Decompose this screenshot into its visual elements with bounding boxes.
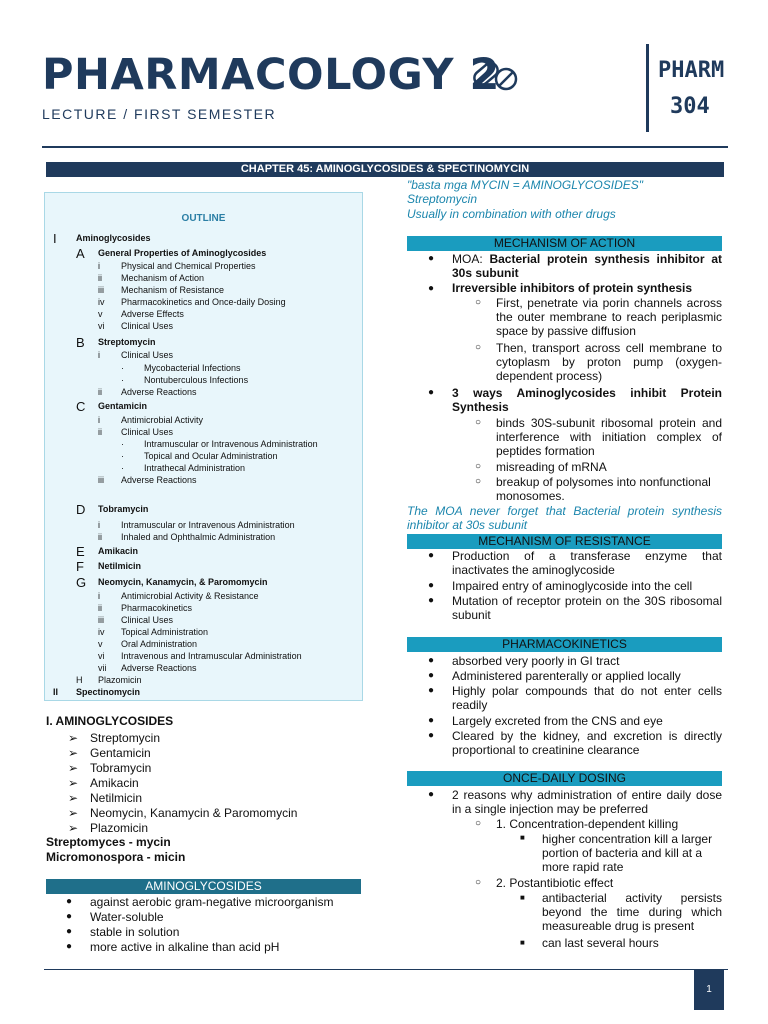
list-item: against aerobic gram-negative microorganism [90,895,334,909]
odd-reason-1: 1. Concentration-dependent killing [496,817,679,831]
circle-bullet: ○ [475,342,482,353]
bullet: ● [428,715,435,726]
outline-entry: General Properties of Aminoglycosides [98,248,267,258]
drug-item: Plazomicin [90,821,149,835]
note-combination: Usually in combination with other drugs [407,207,616,221]
outline-number: iii [98,285,104,295]
note-streptomycin: Streptomycin [407,192,478,206]
outline-entry: Inhaled and Ophthalmic Administration [121,532,276,542]
outline-number: D [76,502,86,517]
list-item: Highly polar compounds that do not enter cells readily [452,684,722,712]
outline-entry: Intrathecal Administration [144,463,246,473]
moa-point-3: 3 ways Aminoglycosides inhibit Protein Synthesis [452,386,722,414]
list-item: Largely excreted from the CNS and eye [452,714,663,728]
circle-bullet: ○ [475,476,482,487]
outline-entry: Tobramycin [98,504,149,514]
page-number: 1 [694,970,724,1010]
outline-entry: Oral Administration [121,639,198,649]
outline-entry: Adverse Reactions [121,475,197,485]
outline-entry: Gentamicin [98,401,148,411]
bullet: ● [428,655,435,666]
outline-entry: Plazomicin [98,675,142,685]
outline-number: ii [98,427,102,437]
moa-note: The MOA never forget that Bacterial protein synthesis inhibitor at 30s subunit [407,504,722,532]
outline-entry: Pharmacokinetics [121,603,193,613]
outline-number: ii [98,603,102,613]
outline-entry: Clinical Uses [121,615,174,625]
arrow-bullet-icon: ➢ [68,791,79,805]
odd-reason-2-detail: antibacterial activity persists beyond the time during which measureable drug is present [542,891,722,933]
outline-number: C [76,399,86,414]
outline-number: ii [98,532,102,542]
outline-entry: Netilmicin [98,561,142,571]
circle-bullet: ○ [475,461,482,472]
odd-reason-2: 2. Postantibiotic effect [496,876,614,890]
source-micromonospora: Micromonospora - micin [46,850,186,864]
circle-bullet: ○ [475,417,482,428]
outline-entry: Pharmacokinetics and Once-daily Dosing [121,297,286,307]
list-item: stable in solution [90,925,180,939]
arrow-bullet-icon: ➢ [68,806,79,820]
outline-number: · [121,439,124,449]
drug-item: Gentamicin [90,746,151,760]
section-heading: I. AMINOGLYCOSIDES [46,714,174,728]
circle-bullet: ○ [475,818,482,829]
outline-number: A [76,246,85,261]
outline-entry: Intravenous and Intramuscular Administration [121,651,302,661]
outline-entry: Amikacin [98,546,139,556]
moa-sub-1: First, penetrate via porin channels across the outer membrane to reach periplasmic space by passive diffusion [496,296,722,338]
outline-entry: Intramuscular or Intravenous Administration [144,439,318,449]
moa-point-2: Irreversible inhibitors of protein synthesis [452,281,693,295]
outline-number: · [121,451,124,461]
moa-point-1: MOA: Bacterial protein synthesis inhibitor at 30s subunit [452,252,722,280]
outline-number: vi [98,321,105,331]
footer-rule [44,969,728,970]
drug-item: Tobramycin [90,761,152,775]
square-bullet: ■ [520,833,525,842]
bullet: ● [428,730,435,741]
outline-number: iii [98,475,104,485]
outline-entry: Mechanism of Resistance [121,285,225,295]
bullet: ● [428,550,435,561]
outline-number: i [98,350,100,360]
outline-number: F [76,559,84,574]
outline-entry: Adverse Reactions [121,663,197,673]
moa3-sub-3: breakup of polysomes into nonfunctional monosomes. [496,475,711,503]
bullet: ● [428,595,435,606]
outline-entry: Streptomycin [98,337,156,347]
outline-entry: Clinical Uses [121,321,174,331]
outline-number: B [76,335,85,350]
outline-number: · [121,463,124,473]
drug-item: Neomycin, Kanamycin & Paromomycin [90,806,298,820]
bullet: ● [428,253,435,264]
list-item: Water-soluble [90,910,164,924]
outline-number: iii [98,615,104,625]
odd-bar: ONCE-DAILY DOSING [407,771,722,786]
note-mycin: "basta mga MYCIN = AMINOGLYCOSIDES" [407,178,644,192]
bullet: ● [428,789,435,800]
outline-entry: Aminoglycosides [76,233,151,243]
outline-number: vii [98,663,107,673]
moa3-sub-2: misreading of mRNA [496,460,607,474]
outline-entry: Clinical Uses [121,350,174,360]
header-divider [646,44,649,132]
odd-reason-2-duration: can last several hours [542,936,659,950]
outline-box [44,192,363,701]
list-item: absorbed very poorly in GI tract [452,654,620,668]
outline-entry: Adverse Reactions [121,387,197,397]
outline-entry: Neomycin, Kanamycin, & Paromomycin [98,577,268,587]
outline-number: v [98,639,103,649]
outline-number: i [98,261,100,271]
capsule-icon [470,55,520,95]
outline-number: i [98,520,100,530]
bullet: ● [428,283,435,294]
outline-heading: OUTLINE [181,213,226,224]
outline-entry: Spectinomycin [76,687,141,697]
drug-item: Streptomycin [90,731,161,745]
list-item: more active in alkaline than acid pH [90,940,280,954]
outline-number: I [53,231,57,246]
outline-entry: Topical Administration [121,627,209,637]
outline-entry: Nontuberculous Infections [144,375,249,385]
outline-number: i [98,591,100,601]
bullet: ● [428,580,435,591]
outline-entry: Antimicrobial Activity & Resistance [121,591,259,601]
outline-number: H [76,675,83,685]
bullet: ● [66,896,73,907]
outline-number: iv [98,297,105,307]
odd-point-1: 2 reasons why administration of entire daily dose in a single injection may be preferred [452,788,722,816]
source-streptomyces: Streptomyces - mycin [46,835,171,849]
bullet: ● [428,670,435,681]
moa-bar: MECHANISM OF ACTION [407,236,722,251]
bullet: ● [428,387,435,398]
list-item: Administered parenterally or applied locally [452,669,681,683]
bullet: ● [66,926,73,937]
outline-number: iv [98,627,105,637]
moa-sub-2: Then, transport across cell membrane to cytoplasm by proton pump (oxygen-dependent process) [496,341,722,383]
outline-number: · [121,375,124,385]
circle-bullet: ○ [475,297,482,308]
pk-bar: PHARMACOKINETICS [407,637,722,652]
outline-entry: Mechanism of Action [121,273,205,283]
odd-reason-1-detail: higher concentration kill a larger portion of bacteria and kill at a more rapid rate [542,832,713,874]
chapter-banner: CHAPTER 45: AMINOGLYCOSIDES & SPECTINOMYCIN [46,162,724,177]
list-item: Impaired entry of aminoglycoside into the cell [452,579,693,593]
course-code-line2: 304 [670,94,710,119]
outline-entry: Antimicrobial Activity [121,415,204,425]
aminoglycosides-bar: AMINOGLYCOSIDES [46,879,361,894]
outline-number: G [76,575,87,590]
bullet: ● [66,911,73,922]
outline-number: ii [98,273,102,283]
circle-bullet: ○ [475,877,482,888]
arrow-bullet-icon: ➢ [68,761,79,775]
bullet: ● [66,941,73,952]
document-title: PHARMACOLOGY 2 [42,50,500,100]
header-rule [42,146,728,148]
outline-entry: Adverse Effects [121,309,184,319]
outline-entry: Clinical Uses [121,427,174,437]
drug-item: Amikacin [90,776,139,790]
moa3-sub-1: binds 30S-subunit ribosomal protein and interference with initiation complex of peptides formation [496,416,722,458]
outline-number: II [53,687,59,697]
outline-number: ii [98,387,102,397]
bullet: ● [428,685,435,696]
outline-number: · [121,363,124,373]
outline-number: v [98,309,103,319]
course-code-line1: PHARM [658,58,725,83]
outline-number: i [98,415,100,425]
document-subtitle: LECTURE / FIRST SEMESTER [42,106,277,122]
mor-bar: MECHANISM OF RESISTANCE [407,534,722,549]
list-item: Cleared by the kidney, and excretion is directly proportional to creatinine clearance [452,729,722,757]
list-item: Mutation of receptor protein on the 30S ribosomal subunit [452,594,722,622]
outline-entry: Physical and Chemical Properties [121,261,256,271]
square-bullet: ■ [520,893,525,902]
arrow-bullet-icon: ➢ [68,746,79,760]
outline-entry: Mycobacterial Infections [144,363,241,373]
arrow-bullet-icon: ➢ [68,731,79,745]
outline-number: vi [98,651,105,661]
outline-entry: Intramuscular or Intravenous Administration [121,520,295,530]
list-item: Production of a transferase enzyme that inactivates the aminoglycoside [452,549,722,577]
square-bullet: ■ [520,938,525,947]
outline-number: E [76,544,85,559]
arrow-bullet-icon: ➢ [68,821,79,835]
outline-entry: Topical and Ocular Administration [144,451,278,461]
arrow-bullet-icon: ➢ [68,776,79,790]
drug-item: Netilmicin [90,791,143,805]
